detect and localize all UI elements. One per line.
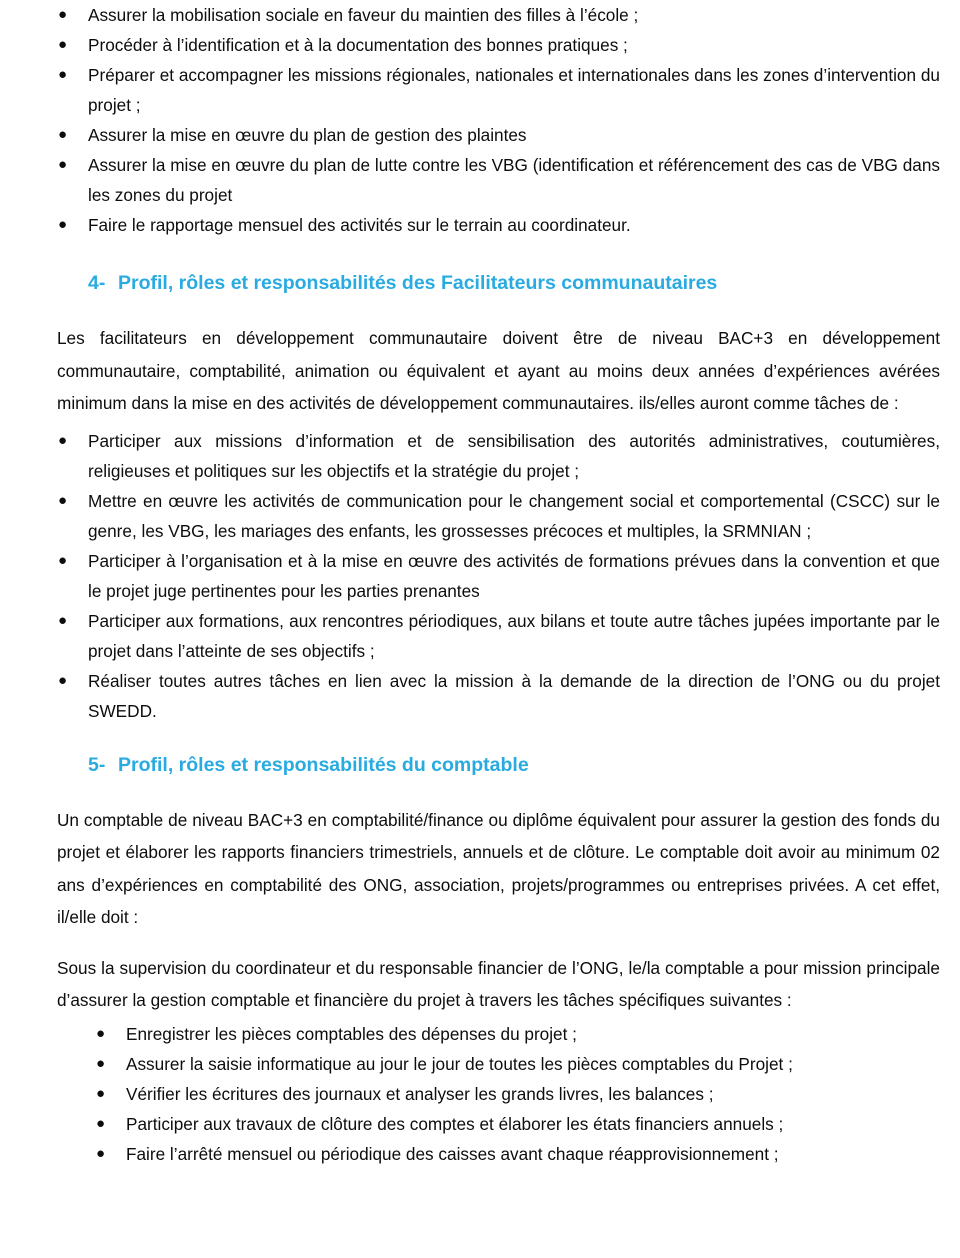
list-item-text: Participer aux travaux de clôture des comptes et élaborer les états financiers annuels ;	[126, 1113, 784, 1134]
bullet-icon: ●	[96, 1054, 106, 1072]
bullet-icon: ●	[58, 6, 68, 23]
list-item	[0, 60, 960, 120]
responsibilities-list-top	[0, 0, 960, 240]
list-item	[0, 486, 960, 546]
bullet-icon: ●	[58, 156, 68, 173]
section-title-5: Profil, rôles et responsabilités du comptable	[118, 753, 529, 776]
list-item	[36, 1139, 960, 1169]
list-item	[36, 1049, 960, 1079]
list-item-text: Procéder à l’identification et à la documentation des bonnes pratiques ;	[88, 35, 628, 55]
list-item-text: Participer aux formations, aux rencontres périodiques, aux bilans et toute autre tâches jupées importante par le projet dans l’atteinte de ses objectifs ;	[88, 610, 940, 661]
list-item	[0, 210, 960, 240]
list-item	[0, 606, 960, 666]
list-item-text: Assurer la mise en œuvre du plan de gestion des plaintes	[88, 125, 527, 145]
section-4-intro-paragraph: Les facilitateurs en développement communautaire doivent être de niveau BAC+3 en développement communautaire, comptabilité, animation ou équivalent et ayant au moins deux années d’expériences avérées minimum dans la mise en des activités de développement communautaires. ils/elles auront comme tâches de :	[57, 328, 940, 413]
list-item	[0, 0, 960, 30]
list-item-text: Assurer la saisie informatique au jour le jour de toutes les pièces comptables du Projet ;	[126, 1053, 793, 1074]
bullet-icon: ●	[96, 1144, 106, 1162]
list-item	[0, 546, 960, 606]
list-item-text: Assurer la mobilisation sociale en faveur du maintien des filles à l’école ;	[88, 5, 639, 25]
list-item-text: Préparer et accompagner les missions régionales, nationales et internationales dans les zones d’intervention du projet ;	[88, 65, 940, 115]
list-item-text: Mettre en œuvre les activités de communication pour le changement social et comportemental (CSCC) sur le genre, les VBG, les mariages des enfants, les grossesses précoces et multiples, la SRMNIAN ;	[88, 490, 940, 541]
list-item-text: Assurer la mise en œuvre du plan de lutte contre les VBG (identification et référencement des cas de VBG dans les zones du projet	[88, 155, 940, 205]
section-5-paragraph-1: Un comptable de niveau BAC+3 en comptabilité/finance ou diplôme équivalent pour assurer la gestion des fonds du projet et élaborer les rapports financiers trimestriels, annuels et de clôture. Le comptable doit avoir au minimum 02 ans d’expériences en comptabilité des ONG, association, projets/programmes ou entreprises privées. A cet effet, il/elle doit :	[57, 809, 940, 927]
bullet-icon: ●	[58, 431, 68, 449]
list-item-text: Vérifier les écritures des journaux et analyser les grands livres, les balances ;	[126, 1083, 714, 1104]
list-item	[0, 666, 960, 726]
section-number-4: 4-	[88, 272, 106, 294]
accountant-tasks-list	[0, 1019, 960, 1169]
list-item-text: Faire l’arrêté mensuel ou périodique des caisses avant chaque réapprovisionnement ;	[126, 1143, 779, 1164]
bullet-icon: ●	[58, 491, 68, 509]
list-item-text: Faire le rapportage mensuel des activités sur le terrain au coordinateur.	[88, 215, 631, 235]
bullet-icon: ●	[58, 36, 68, 53]
list-item-text: Réaliser toutes autres tâches en lien avec la mission à la demande de la direction de l’ONG ou du projet SWEDD.	[88, 670, 940, 721]
list-item	[36, 1109, 960, 1139]
section-number-5: 5-	[88, 753, 106, 776]
bullet-icon: ●	[58, 671, 68, 689]
bullet-icon: ●	[96, 1114, 106, 1132]
bullet-icon: ●	[58, 126, 68, 143]
section-heading-5	[0, 752, 960, 778]
bullet-icon: ●	[58, 66, 68, 83]
list-item	[36, 1079, 960, 1109]
section-title-4: Profil, rôles et responsabilités des Facilitateurs communautaires	[118, 272, 718, 294]
bullet-icon: ●	[58, 216, 68, 233]
list-item	[0, 30, 960, 60]
list-item-text: Participer aux missions d’information et de sensibilisation des autorités administratives, coutumières, religieuses et politiques sur les objectifs et la stratégie du projet ;	[88, 430, 940, 481]
list-item-text: Participer à l’organisation et à la mise en œuvre des activités de formations prévues dans la convention et que le projet juge pertinentes pour les parties prenantes	[88, 550, 940, 601]
list-item	[0, 150, 960, 210]
bullet-icon: ●	[58, 551, 68, 569]
bullet-icon: ●	[96, 1084, 106, 1102]
facilitator-tasks-list	[0, 426, 960, 726]
section-5-paragraph-2: Sous la supervision du coordinateur et du responsable financier de l’ONG, le/la comptable a pour mission principale d’assurer la gestion comptable et financière du projet à travers les tâches spécifiques suivantes :	[57, 957, 940, 1010]
list-item	[0, 120, 960, 150]
section-heading-4	[0, 270, 960, 296]
list-item	[36, 1019, 960, 1049]
list-item-text: Enregistrer les pièces comptables des dépenses du projet ;	[126, 1023, 577, 1044]
bullet-icon: ●	[58, 611, 68, 629]
bullet-icon: ●	[96, 1024, 106, 1042]
list-item	[0, 426, 960, 486]
